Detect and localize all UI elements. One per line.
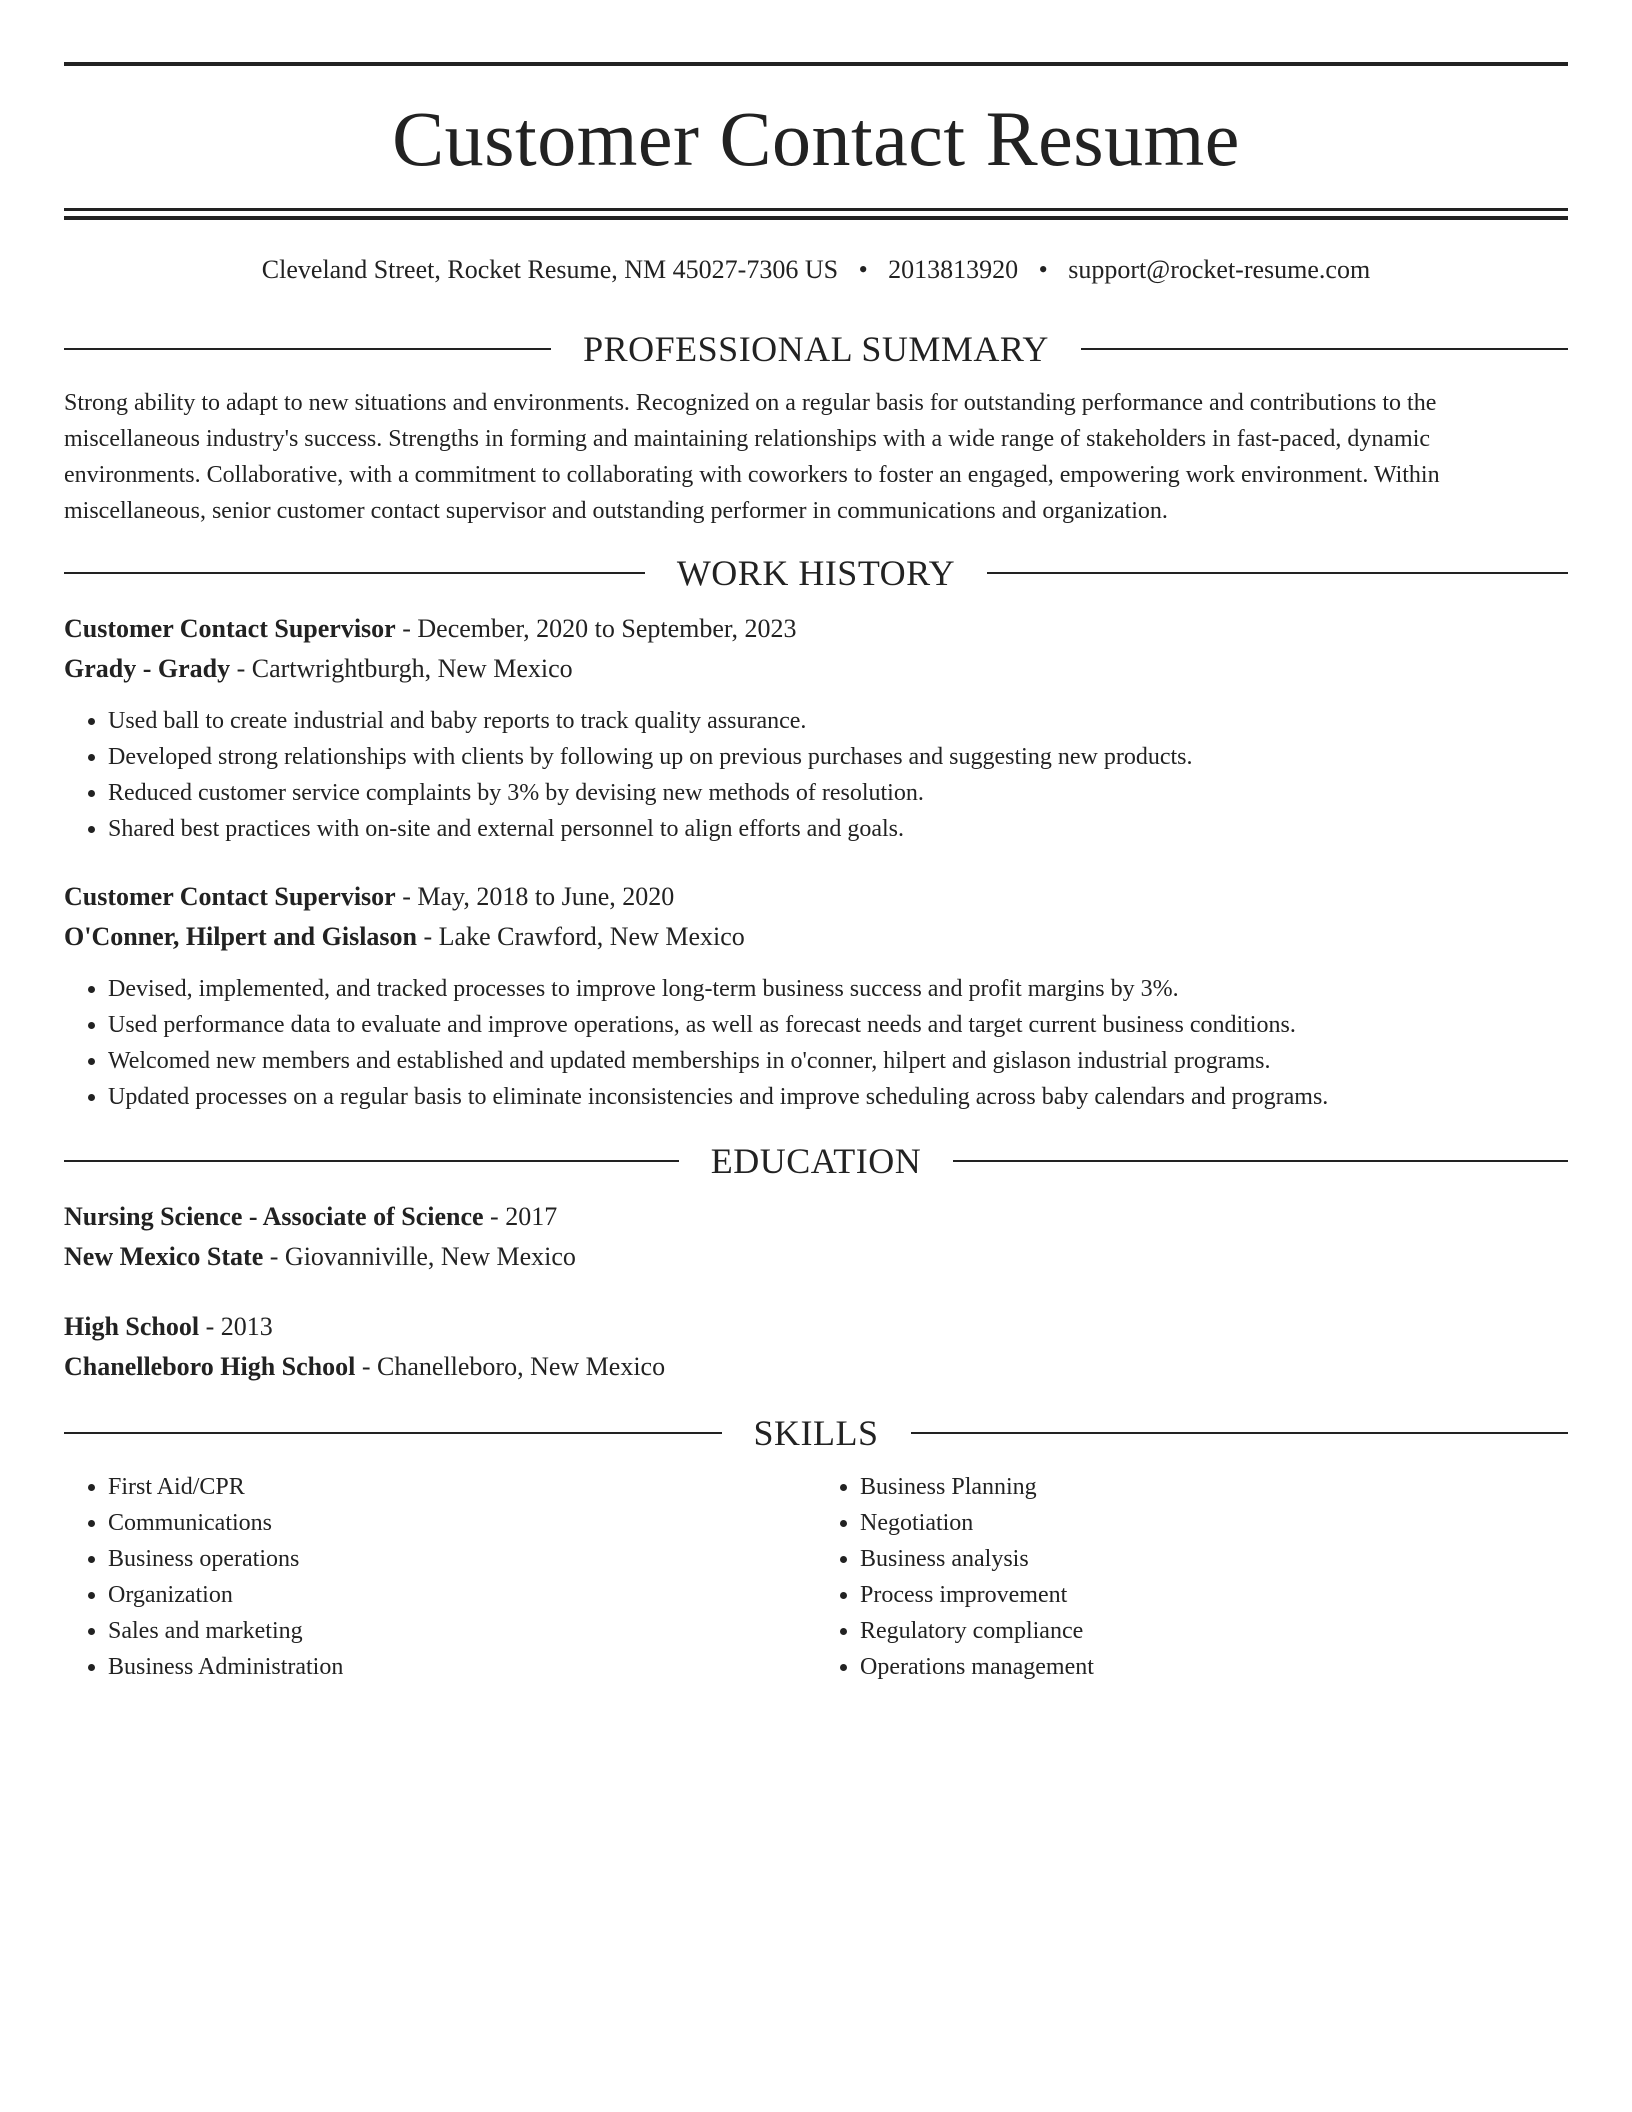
work-bullets xyxy=(64,703,1568,847)
section-title: WORK HISTORY xyxy=(676,553,956,594)
skill-item: • Business analysis xyxy=(860,1541,1568,1577)
section-title: SKILLS xyxy=(753,1413,879,1454)
degree-year: - 2013 xyxy=(199,1312,273,1342)
heading-rule-left xyxy=(64,348,551,350)
skill-item: • Regulatory compliance xyxy=(860,1613,1568,1649)
school-line xyxy=(64,1237,1568,1277)
heading-rule-right xyxy=(1081,348,1568,350)
school-location: - Giovanniville, New Mexico xyxy=(263,1242,576,1272)
contact-phone: 2013813920 xyxy=(888,255,1019,284)
work-bullet: • Shared best practices with on-site and external personnel to align efforts and goals. xyxy=(108,811,1568,847)
work-bullet: • Used performance data to evaluate and improve operations, as well as forecast needs and target current business conditions. xyxy=(108,1007,1568,1043)
education-entry xyxy=(64,1197,1568,1277)
contact-line xyxy=(64,254,1568,285)
heading-rule-left xyxy=(64,1160,679,1162)
skill-item: • Sales and marketing xyxy=(108,1613,816,1649)
job-title: Customer Contact Supervisor xyxy=(64,614,396,644)
job-title: Customer Contact Supervisor xyxy=(64,882,396,912)
work-bullet: • Developed strong relationships with clients by following up on previous purchases and suggesting new products. xyxy=(108,739,1568,775)
work-bullet: • Welcomed new members and established and updated memberships in o'conner, hilpert and gislason industrial programs. xyxy=(108,1043,1568,1079)
degree-line xyxy=(64,1197,1568,1237)
school-location: - Chanelleboro, New Mexico xyxy=(355,1352,666,1382)
skill-item: • Organization xyxy=(108,1577,816,1613)
degree-name: High School xyxy=(64,1312,200,1342)
work-bullets xyxy=(64,971,1568,1115)
section-heading-skills xyxy=(64,1413,1568,1454)
skills-column-left xyxy=(64,1469,816,1685)
work-role-line xyxy=(64,609,1568,649)
work-company-line xyxy=(64,649,1568,689)
work-role-line xyxy=(64,877,1568,917)
heading-rule-left xyxy=(64,1432,722,1434)
degree-line xyxy=(64,1307,1568,1347)
section-heading-work xyxy=(64,553,1568,594)
company-location: - Cartwrightburgh, New Mexico xyxy=(230,654,573,684)
skill-item: • Process improvement xyxy=(860,1577,1568,1613)
top-rule xyxy=(64,62,1568,66)
skill-item: • Business operations xyxy=(108,1541,816,1577)
work-company-line xyxy=(64,917,1568,957)
skill-item: • Business Administration xyxy=(108,1649,816,1685)
degree-name: Nursing Science - Associate of Science xyxy=(64,1202,484,1232)
work-bullet: • Reduced customer service complaints by 3% by devising new methods of resolution. xyxy=(108,775,1568,811)
company-location: - Lake Crawford, New Mexico xyxy=(417,922,745,952)
skill-item: • First Aid/CPR xyxy=(108,1469,816,1505)
school-name: New Mexico State xyxy=(64,1242,264,1272)
title-double-rule xyxy=(64,208,1568,220)
section-heading-summary xyxy=(64,329,1568,370)
section-heading-education xyxy=(64,1141,1568,1182)
skill-item: • Negotiation xyxy=(860,1505,1568,1541)
skills-column-right xyxy=(816,1469,1568,1685)
contact-address: Cleveland Street, Rocket Resume, NM 45027-7306 US xyxy=(261,255,839,284)
company-name: Grady - Grady xyxy=(64,654,231,684)
job-dates: - May, 2018 to June, 2020 xyxy=(395,882,675,912)
work-entry xyxy=(64,609,1568,847)
resume-title: Customer Contact Resume xyxy=(392,95,1240,182)
school-name: Chanelleboro High School xyxy=(64,1352,356,1382)
section-title: PROFESSIONAL SUMMARY xyxy=(583,329,1049,370)
heading-rule-right xyxy=(953,1160,1568,1162)
heading-rule-right xyxy=(911,1432,1569,1434)
work-bullet: • Updated processes on a regular basis to eliminate inconsistencies and improve scheduling across baby calendars and programs. xyxy=(108,1079,1568,1115)
company-name: O'Conner, Hilpert and Gislason xyxy=(64,922,417,952)
job-dates: - December, 2020 to September, 2023 xyxy=(395,614,797,644)
summary-text: Strong ability to adapt to new situations and environments. Recognized on a regular basis for outstanding performance and contributions to the miscellaneous industry's success. Strengths in forming and maintaining relationships with a wide range of stakeholders in fast-paced, dynamic environments. Collaborative, with a commitment to collaborating with coworkers to foster an engaged, empowering work environment. Within miscellaneous, senior customer contact supervisor and outstanding performer in communications and organization. xyxy=(64,390,1440,525)
skill-item: • Business Planning xyxy=(860,1469,1568,1505)
heading-rule-left xyxy=(64,572,645,574)
section-title: EDUCATION xyxy=(710,1141,922,1182)
skill-item: • Communications xyxy=(108,1505,816,1541)
work-entry xyxy=(64,877,1568,1115)
work-bullet: • Devised, implemented, and tracked processes to improve long-term business success and profit margins by 3%. xyxy=(108,971,1568,1007)
skills-list xyxy=(64,1469,1568,1685)
school-line xyxy=(64,1347,1568,1387)
degree-year: - 2017 xyxy=(483,1202,558,1232)
education-entry xyxy=(64,1307,1568,1387)
contact-separator: • xyxy=(1038,255,1048,284)
work-bullet: • Used ball to create industrial and baby reports to track quality assurance. xyxy=(108,703,1568,739)
contact-email: support@rocket-resume.com xyxy=(1068,255,1371,284)
skill-item: • Operations management xyxy=(860,1649,1568,1685)
contact-separator: • xyxy=(858,255,868,284)
heading-rule-right xyxy=(987,572,1568,574)
